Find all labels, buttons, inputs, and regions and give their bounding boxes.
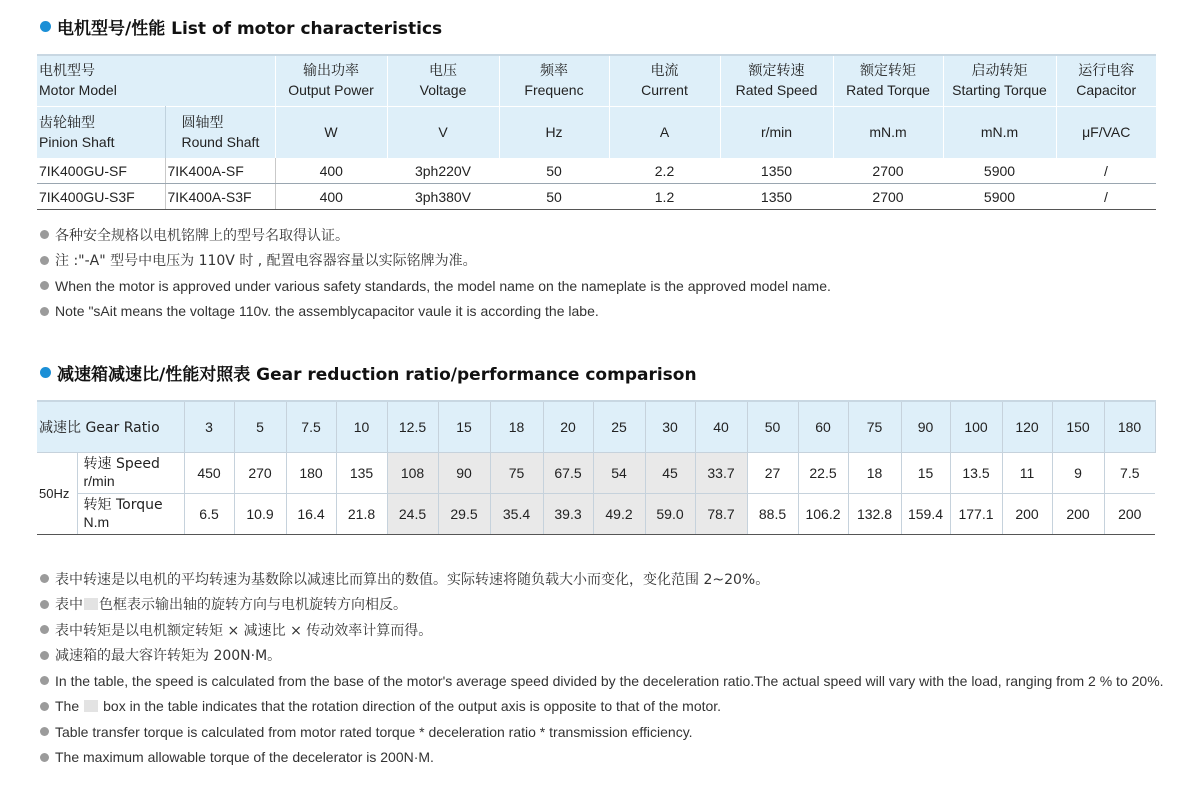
table-cell: 1350 <box>720 184 833 210</box>
note-item <box>40 222 831 248</box>
ratio-cell: 10 <box>336 401 387 453</box>
speed-cell: 15 <box>901 453 950 494</box>
header-voltage <box>387 55 499 107</box>
torque-cell: 39.3 <box>543 494 593 535</box>
speed-cell: 11 <box>1002 453 1052 494</box>
note-item <box>40 592 1164 618</box>
table-cell: 400 <box>275 158 387 184</box>
torque-cell: 29.5 <box>438 494 490 535</box>
ratio-cell: 3 <box>184 401 234 453</box>
note-text: 表中 <box>55 597 83 614</box>
note-item <box>40 668 1164 694</box>
torque-cell: 49.2 <box>593 494 645 535</box>
torque-cell: 59.0 <box>645 494 695 535</box>
header-en: Output Power <box>288 82 374 98</box>
table-cell: 2700 <box>833 184 943 210</box>
note-item <box>40 694 1164 720</box>
note-text: 减速箱的最大容许转矩为 200N·M。 <box>55 648 282 665</box>
note-text: box in the table indicates that the rotation direction of the output axis is opposite to that of the motor. <box>103 698 722 715</box>
header-cn: 齿轮轴型 <box>39 114 95 131</box>
bullet-icon <box>40 256 49 265</box>
note-text: 各种安全规格以电机铭牌上的型号名取得认证。 <box>55 227 349 244</box>
blue-dot-icon <box>40 367 51 378</box>
unit-cell: r/min <box>720 107 833 159</box>
torque-unit: N.m <box>83 514 110 530</box>
table-header-row <box>37 55 1156 107</box>
table-cell: 1.2 <box>609 184 720 210</box>
speed-cell: 22.5 <box>798 453 848 494</box>
torque-cell: 6.5 <box>184 494 234 535</box>
ratio-cell: 60 <box>798 401 848 453</box>
header-capacitor <box>1056 55 1156 107</box>
notes-motor <box>40 222 831 324</box>
ratio-row <box>37 401 1155 453</box>
ratio-cell: 5 <box>234 401 286 453</box>
note-text: The <box>55 698 80 715</box>
torque-cell: 106.2 <box>798 494 848 535</box>
table-row <box>37 158 1156 184</box>
note-text: Table transfer torque is calculated from motor rated torque * deceleration ratio * transmission efficiency. <box>55 723 693 740</box>
torque-cell: 88.5 <box>747 494 798 535</box>
torque-cell: 177.1 <box>950 494 1002 535</box>
speed-label-text: 转速 Speed <box>83 456 160 472</box>
torque-label-text: 转矩 Torque <box>83 497 163 513</box>
header-en: Pinion Shaft <box>39 133 115 150</box>
speed-cell: 13.5 <box>950 453 1002 494</box>
speed-row <box>37 453 1155 494</box>
section-title-text: 减速箱减速比/性能对照表 Gear reduction ratio/performance comparison <box>57 365 697 385</box>
table-cell: 2700 <box>833 158 943 184</box>
torque-cell: 35.4 <box>490 494 543 535</box>
speed-cell: 450 <box>184 453 234 494</box>
header-en: Capacitor <box>1076 82 1137 98</box>
speed-cell: 270 <box>234 453 286 494</box>
ratio-cell: 50 <box>747 401 798 453</box>
note-item <box>40 745 1164 771</box>
header-rated-speed <box>720 55 833 107</box>
gray-box-swatch <box>84 598 98 610</box>
header-en: Motor Model <box>39 82 117 98</box>
bullet-icon <box>40 676 49 685</box>
bullet-icon <box>40 574 49 583</box>
table-cell: 5900 <box>943 184 1056 210</box>
header-cn: 频率 <box>540 63 568 79</box>
torque-cell: 78.7 <box>695 494 747 535</box>
section-title-gear <box>40 360 697 385</box>
torque-cell: 16.4 <box>286 494 336 535</box>
header-cn: 电机型号 <box>39 63 95 79</box>
table-cell: 5900 <box>943 158 1056 184</box>
table-subheader-row <box>37 107 1156 159</box>
torque-cell: 200 <box>1002 494 1052 535</box>
blue-dot-icon <box>40 21 51 32</box>
header-cn: 输出功率 <box>303 63 359 79</box>
note-text: 色框表示输出轴的旋转方向与电机旋转方向相反。 <box>99 597 407 614</box>
header-cn: 额定转矩 <box>860 63 916 79</box>
torque-cell: 200 <box>1104 494 1155 535</box>
note-text: 表中转矩是以电机额定转矩 × 减速比 × 传动效率计算而得。 <box>55 622 433 639</box>
unit-cell: μF/VAC <box>1056 107 1156 159</box>
ratio-cell: 90 <box>901 401 950 453</box>
header-cn: 运行电容 <box>1078 63 1135 79</box>
header-en: Frequenc <box>524 82 584 98</box>
ratio-cell: 25 <box>593 401 645 453</box>
unit-cell: W <box>275 107 387 159</box>
ratio-cell: 30 <box>645 401 695 453</box>
ratio-cell: 12.5 <box>387 401 438 453</box>
frequency-label: 50Hz <box>37 453 77 535</box>
unit-cell: mN.m <box>833 107 943 159</box>
motor-characteristics-table <box>37 54 1156 210</box>
note-item <box>40 643 1164 669</box>
table-cell: 7IK400A-SF <box>165 158 275 184</box>
ratio-cell: 150 <box>1052 401 1104 453</box>
bullet-icon <box>40 281 49 290</box>
speed-cell: 45 <box>645 453 695 494</box>
section-title-text: 电机型号/性能 List of motor characteristics <box>57 19 443 39</box>
bullet-icon <box>40 753 49 762</box>
speed-cell: 67.5 <box>543 453 593 494</box>
note-text: When the motor is approved under various safety standards, the model name on the nameplate is the approved model name. <box>55 277 831 294</box>
header-starting-torque <box>943 55 1056 107</box>
gear-ratio-table <box>37 400 1156 535</box>
unit-cell: A <box>609 107 720 159</box>
torque-cell: 159.4 <box>901 494 950 535</box>
speed-cell: 27 <box>747 453 798 494</box>
speed-cell: 18 <box>848 453 901 494</box>
header-cn: 额定转速 <box>748 63 805 79</box>
note-text: 表中转速是以电机的平均转速为基数除以减速比而算出的数值。实际转速将随负载大小而变化，变化范围 2~20%。 <box>55 571 770 588</box>
section-title-motor <box>40 14 442 39</box>
table-row <box>37 184 1156 210</box>
table-cell: 400 <box>275 184 387 210</box>
table-cell: / <box>1056 184 1156 210</box>
ratio-cell: 20 <box>543 401 593 453</box>
torque-row <box>37 494 1155 535</box>
bullet-icon <box>40 651 49 660</box>
header-current <box>609 55 720 107</box>
header-output-power <box>275 55 387 107</box>
table-cell: 7IK400GU-S3F <box>37 184 165 210</box>
torque-label <box>77 494 184 535</box>
gray-box-swatch <box>84 700 98 712</box>
ratio-cell: 100 <box>950 401 1002 453</box>
notes-gear <box>40 566 1164 770</box>
table-cell: 2.2 <box>609 158 720 184</box>
note-text: The maximum allowable torque of the decelerator is 200N·M. <box>55 749 434 766</box>
table-cell: 7IK400GU-SF <box>37 158 165 184</box>
table-cell: 3ph380V <box>387 184 499 210</box>
header-cn: 电流 <box>650 63 679 79</box>
note-item <box>40 719 1164 745</box>
bullet-icon <box>40 625 49 634</box>
unit-cell: Hz <box>499 107 609 159</box>
ratio-label: 减速比 Gear Ratio <box>37 401 184 453</box>
header-rated-torque <box>833 55 943 107</box>
ratio-cell: 15 <box>438 401 490 453</box>
speed-cell: 54 <box>593 453 645 494</box>
table-cell: / <box>1056 158 1156 184</box>
speed-cell: 90 <box>438 453 490 494</box>
ratio-cell: 7.5 <box>286 401 336 453</box>
header-en: Rated Torque <box>846 82 930 98</box>
header-cn: 圆轴型 <box>181 114 224 131</box>
note-item <box>40 566 1164 592</box>
unit-cell: V <box>387 107 499 159</box>
header-frequency <box>499 55 609 107</box>
table-cell: 1350 <box>720 158 833 184</box>
note-text: 注 :"-A" 型号中电压为 110V 时 , 配置电容器容量以实际铭牌为准。 <box>55 253 477 270</box>
ratio-cell: 18 <box>490 401 543 453</box>
header-round-shaft <box>165 107 275 159</box>
ratio-cell: 180 <box>1104 401 1155 453</box>
header-en: Voltage <box>419 82 467 98</box>
speed-unit: r/min <box>83 473 115 489</box>
speed-label <box>77 453 184 494</box>
speed-cell: 108 <box>387 453 438 494</box>
header-cn: 电压 <box>429 63 457 79</box>
torque-cell: 10.9 <box>234 494 286 535</box>
speed-cell: 9 <box>1052 453 1104 494</box>
bullet-icon <box>40 307 49 316</box>
ratio-cell: 75 <box>848 401 901 453</box>
bullet-icon <box>40 727 49 736</box>
ratio-cell: 40 <box>695 401 747 453</box>
note-item <box>40 617 1164 643</box>
note-text: Note "sAit means the voltage 110v. the assemblycapacitor vaule it is according the labe. <box>55 303 599 320</box>
note-item <box>40 273 831 299</box>
torque-cell: 24.5 <box>387 494 438 535</box>
header-motor-model <box>37 55 275 107</box>
header-pinion-shaft <box>37 107 165 159</box>
speed-cell: 7.5 <box>1104 453 1155 494</box>
header-cn: 启动转矩 <box>971 63 1028 79</box>
torque-cell: 132.8 <box>848 494 901 535</box>
speed-cell: 33.7 <box>695 453 747 494</box>
header-en: Rated Speed <box>735 82 818 98</box>
note-item <box>40 248 831 274</box>
ratio-cell: 120 <box>1002 401 1052 453</box>
bullet-icon <box>40 600 49 609</box>
note-text: In the table, the speed is calculated from the base of the motor's average speed divided by the deceleration ratio.The actual speed will vary with the load, ranging from 2 % to 20%. <box>55 672 1164 689</box>
speed-cell: 135 <box>336 453 387 494</box>
note-item <box>40 299 831 325</box>
header-en: Starting Torque <box>952 82 1047 98</box>
header-en: Round Shaft <box>181 133 260 150</box>
torque-cell: 200 <box>1052 494 1104 535</box>
speed-cell: 180 <box>286 453 336 494</box>
unit-cell: mN.m <box>943 107 1056 159</box>
bullet-icon <box>40 702 49 711</box>
table-cell: 7IK400A-S3F <box>165 184 275 210</box>
table-cell: 50 <box>499 184 609 210</box>
bullet-icon <box>40 230 49 239</box>
table-cell: 50 <box>499 158 609 184</box>
speed-cell: 75 <box>490 453 543 494</box>
header-en: Current <box>641 82 688 98</box>
table-cell: 3ph220V <box>387 158 499 184</box>
torque-cell: 21.8 <box>336 494 387 535</box>
